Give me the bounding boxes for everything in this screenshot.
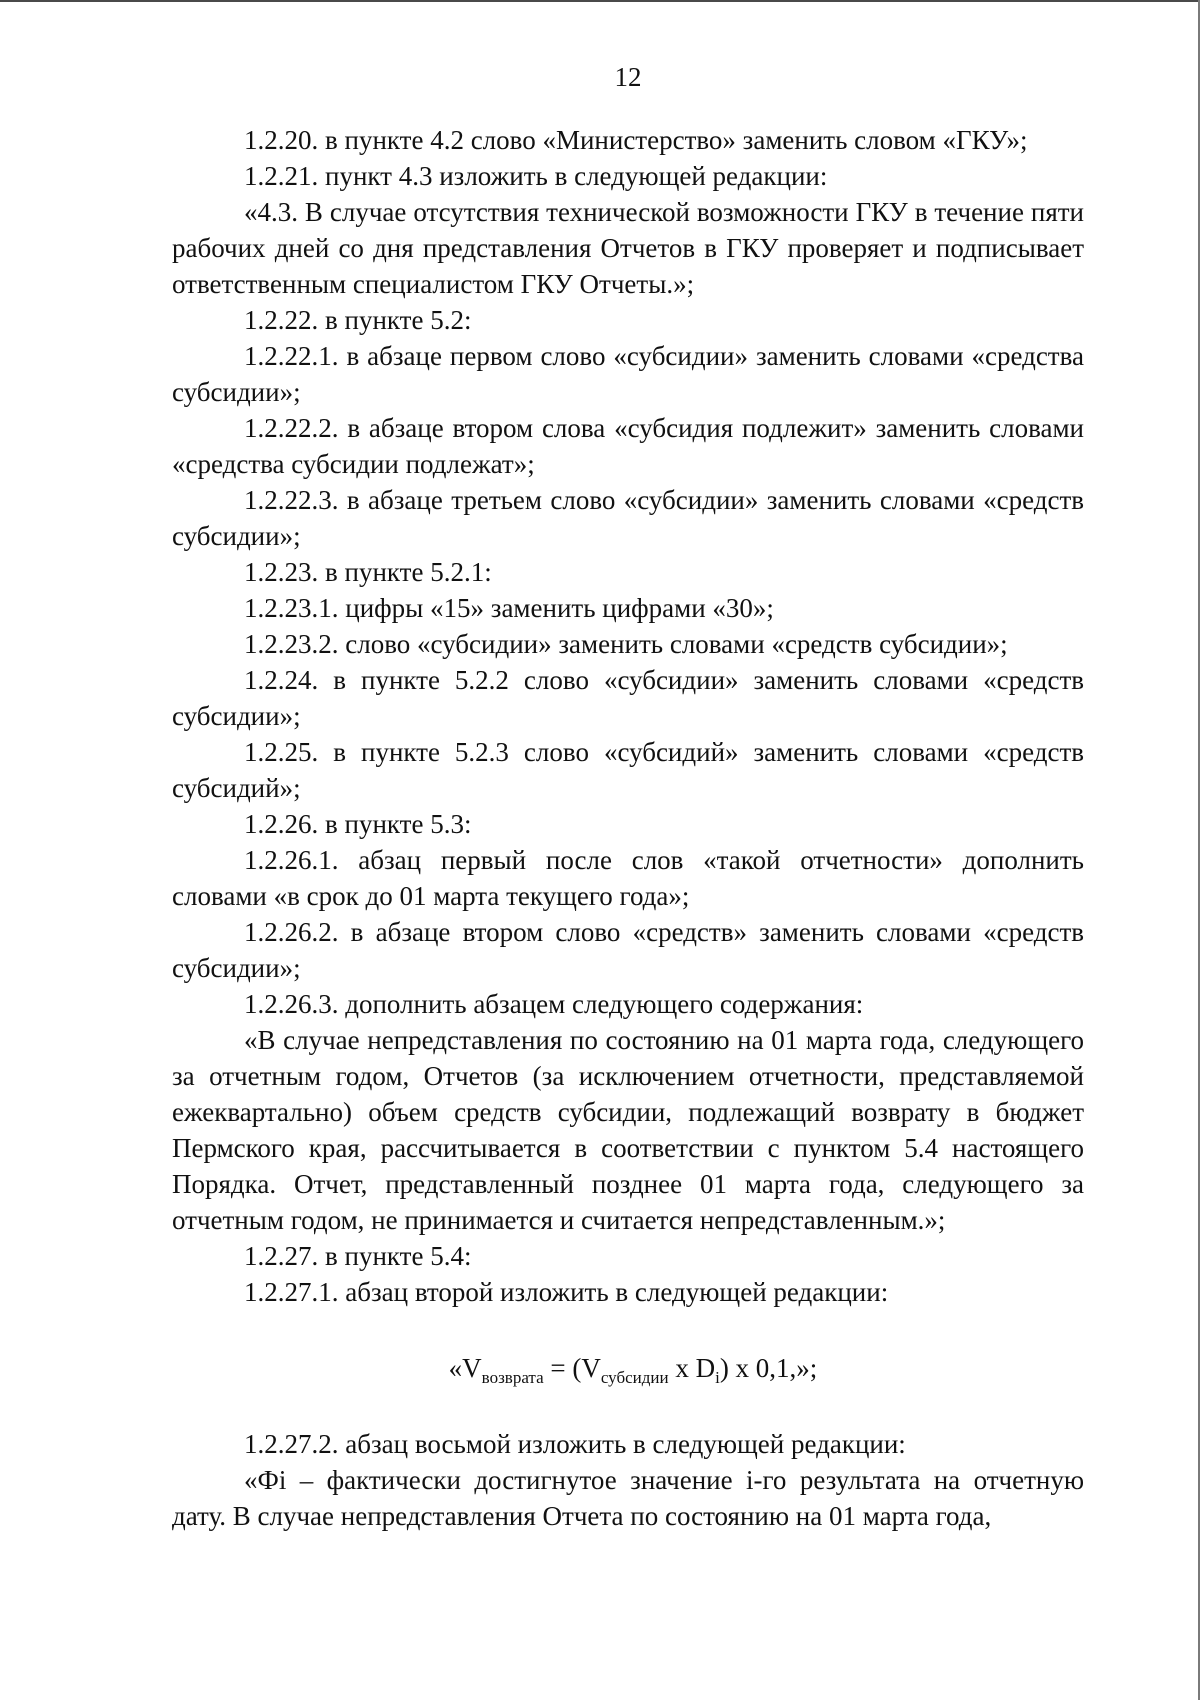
paragraph: 1.2.27.2. абзац восьмой изложить в следующей редакции: <box>244 1429 906 1459</box>
page-number: 12 <box>614 62 642 92</box>
formula-subscript: субсидии <box>600 1368 669 1387</box>
formula-part: = (V <box>543 1353 601 1383</box>
paragraph: 1.2.22. в пункте 5.2: <box>244 305 472 335</box>
paragraph: 1.2.27.1. абзац второй изложить в следующей редакции: <box>244 1277 889 1307</box>
paragraph: 1.2.22.3. в абзаце третьем слово «субсидии» заменить словами «средств субсидии»; <box>172 485 1084 551</box>
paragraph: 1.2.26.2. в абзаце втором слово «средств» заменить словами «средств субсидии»; <box>172 917 1084 983</box>
formula <box>448 1353 818 1387</box>
formula-block <box>172 1350 1084 1386</box>
paragraph: 1.2.20. в пункте 4.2 слово «Министерство» заменить словом «ГКУ»; <box>244 125 1028 155</box>
paragraph: 1.2.23.1. цифры «15» заменить цифрами «30»; <box>244 593 774 623</box>
formula-part: ) х 0,1,»; <box>719 1353 818 1383</box>
paragraph: 1.2.24. в пункте 5.2.2 слово «субсидии» заменить словами «средств субсидии»; <box>172 665 1084 731</box>
paragraph: «В случае непредставления по состоянию на 01 марта года, следующего за отчетным годом, Отчетов (за исключением отчетности, представляемой ежеквартально) объем средств субсидии, подлежащий возврату в бюджет Пермского края, рассчитывается в соответствии с пунктом 5.4 настоящего Порядка. Отчет, представленный позднее 01 марта года, следующего за отчетным годом, не принимается и считается непредставленным.»; <box>172 1025 1084 1235</box>
paragraph: 1.2.23. в пункте 5.2.1: <box>244 557 492 587</box>
scan-edge-top <box>0 0 1200 2</box>
paragraph: 1.2.21. пункт 4.3 изложить в следующей редакции: <box>244 161 828 191</box>
paragraph: 1.2.27. в пункте 5.4: <box>244 1241 472 1271</box>
formula-subscript: i <box>715 1368 720 1387</box>
paragraph: 1.2.26. в пункте 5.3: <box>244 809 472 839</box>
paragraph: 1.2.22.2. в абзаце втором слова «субсидия подлежит» заменить словами «средства субсидии подлежат»; <box>172 413 1084 479</box>
paragraph: 1.2.25. в пункте 5.2.3 слово «субсидий» заменить словами «средств субсидий»; <box>172 737 1084 803</box>
formula-subscript: возврата <box>481 1368 544 1387</box>
paragraph: 1.2.26.3. дополнить абзацем следующего содержания: <box>244 989 864 1019</box>
paragraph: 1.2.23.2. слово «субсидии» заменить словами «средств субсидии»; <box>244 629 1008 659</box>
formula-part: «V <box>448 1353 482 1383</box>
document-body <box>172 122 1084 1534</box>
paragraph: 1.2.22.1. в абзаце первом слово «субсидии» заменить словами «средства субсидии»; <box>172 341 1084 407</box>
paragraph: 1.2.26.1. абзац первый после слов «такой отчетности» дополнить словами «в срок до 01 марта текущего года»; <box>172 845 1084 911</box>
formula-part: х D <box>668 1353 716 1383</box>
paragraph: «Фi – фактически достигнутое значение i-го результата на отчетную дату. В случае непредставления Отчета по состоянию на 01 марта года, <box>172 1465 1084 1531</box>
paragraph: «4.3. В случае отсутствия технической возможности ГКУ в течение пяти рабочих дней со дня представления Отчетов в ГКУ проверяет и подписывает ответственным специалистом ГКУ Отчеты.»; <box>172 197 1084 299</box>
